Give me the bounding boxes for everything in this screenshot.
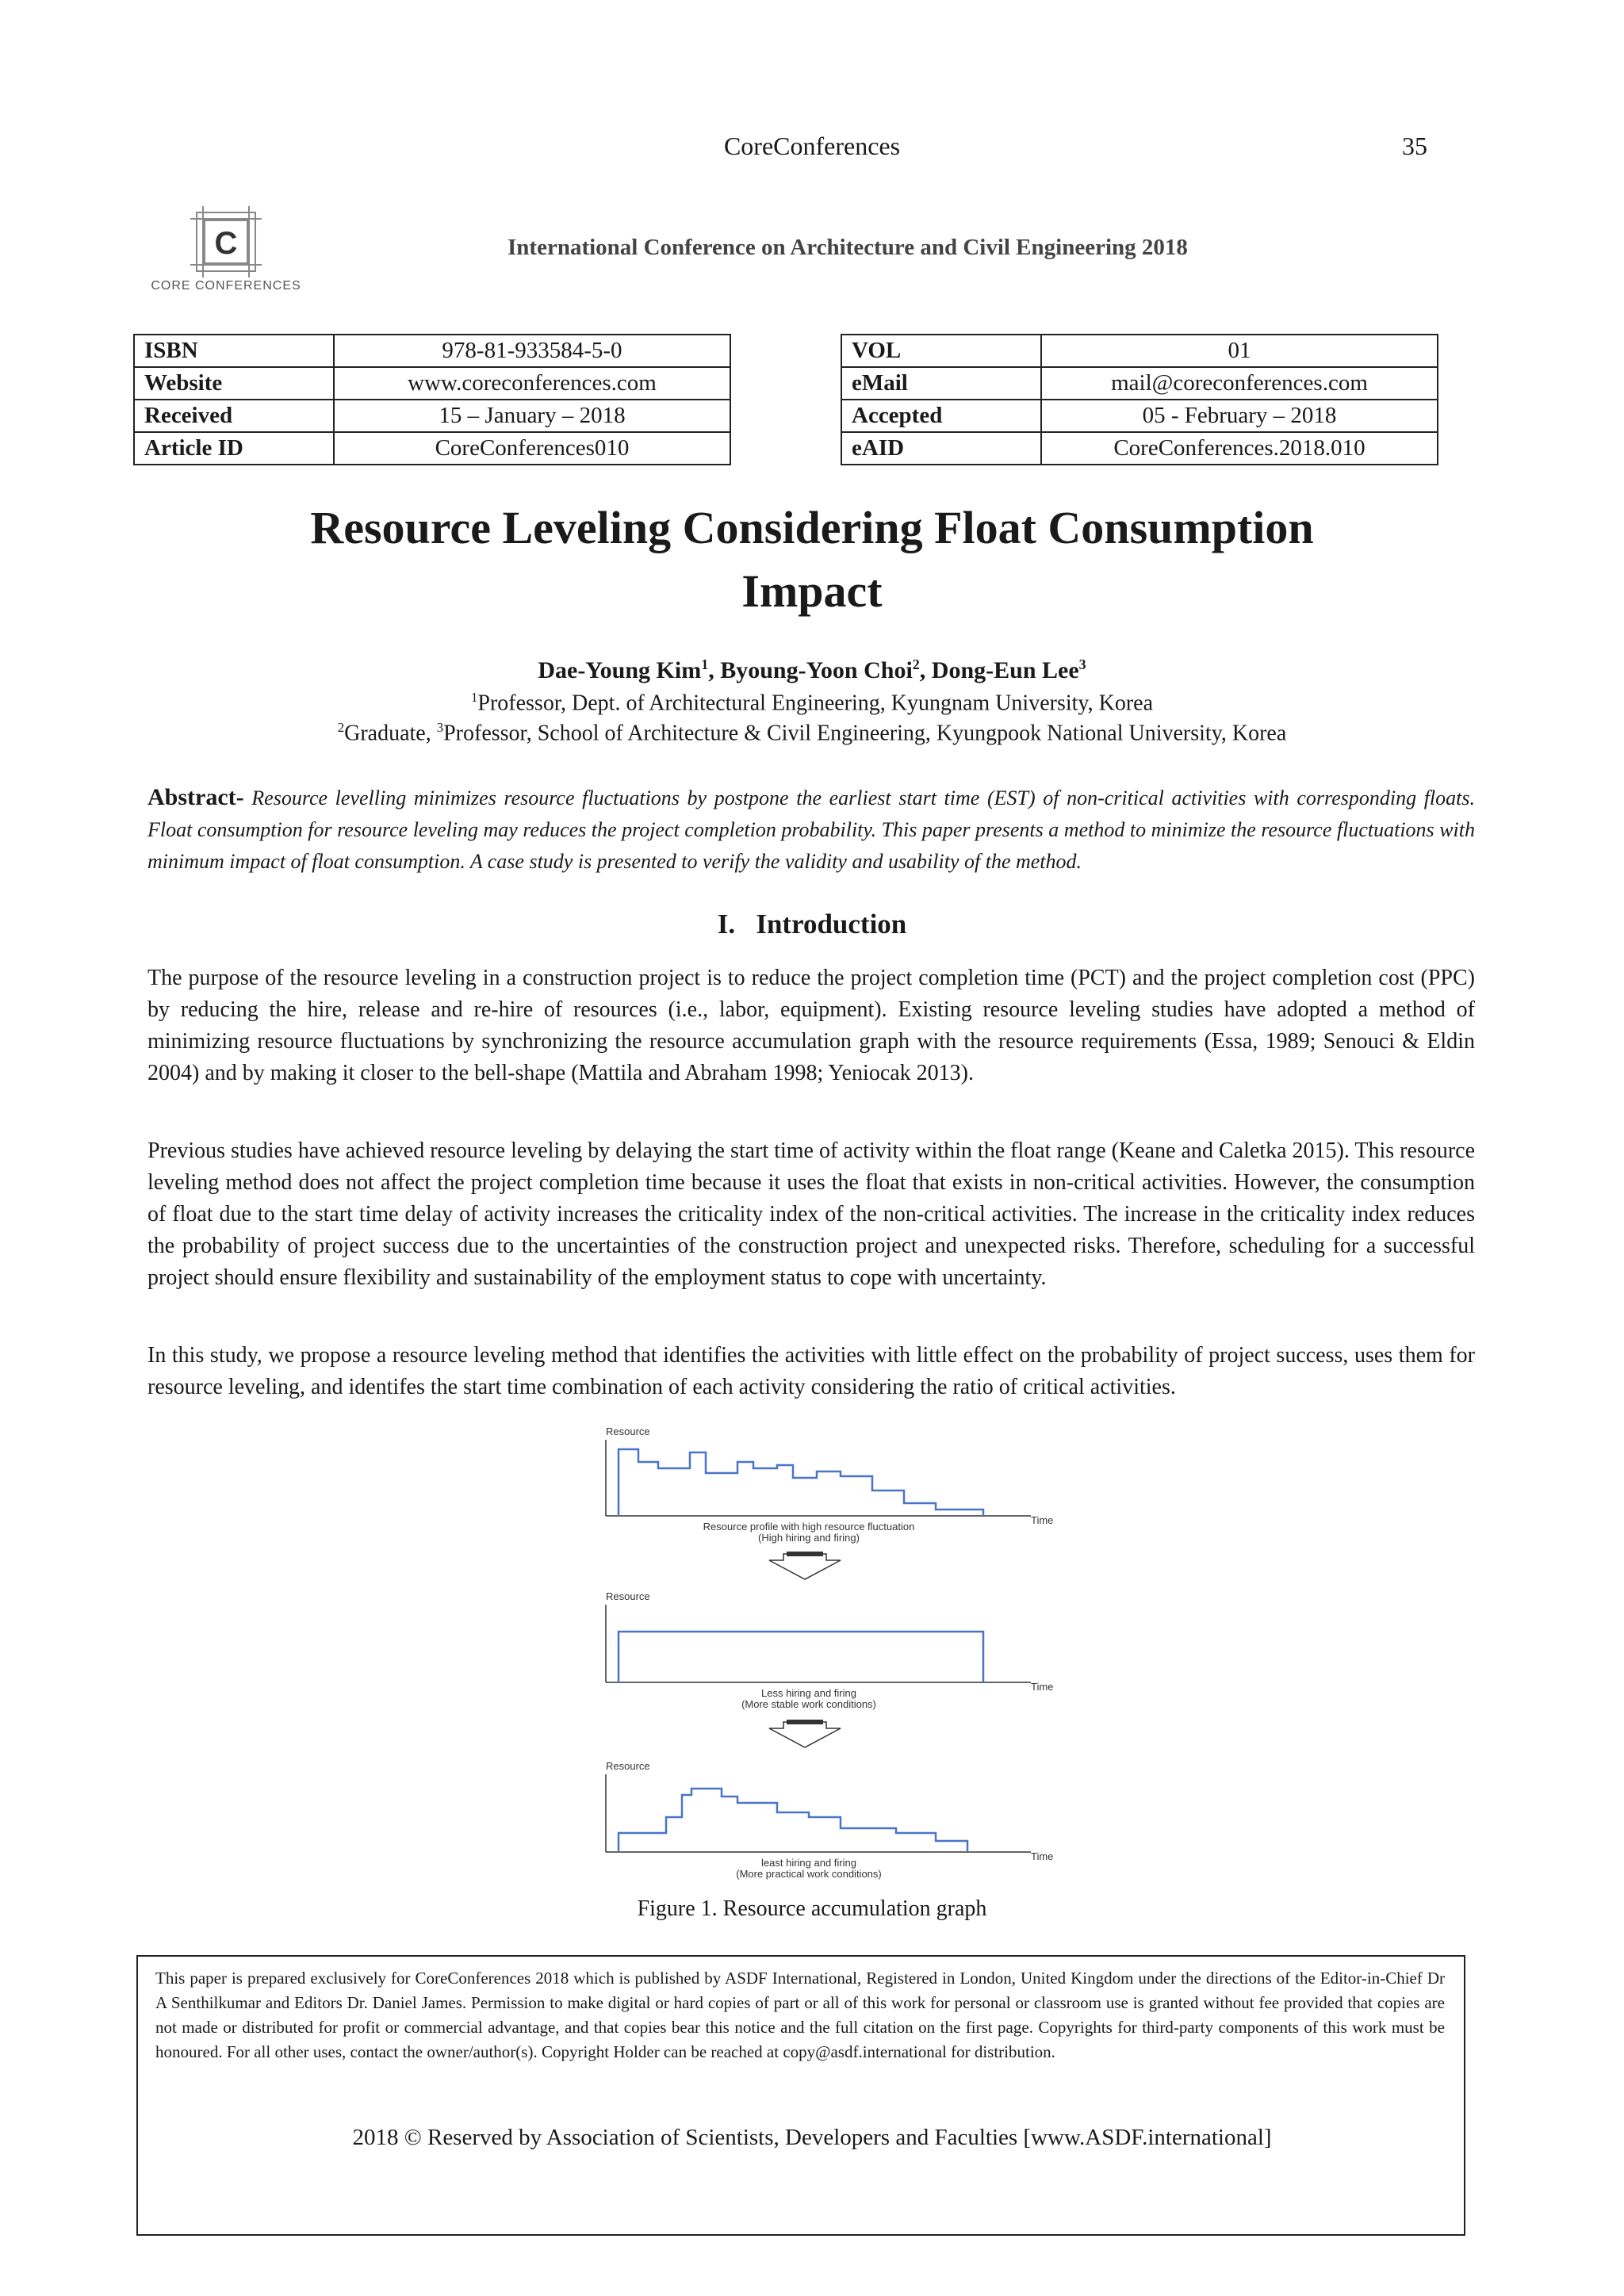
meta-key: VOL [841, 335, 1041, 367]
paper-title-line-2: Impact [741, 565, 883, 617]
meta-value: 15 – January – 2018 [334, 400, 730, 432]
author-name: Byoung-Yoon Choi [720, 657, 913, 683]
meta-key: Accepted [841, 400, 1041, 432]
table-row [841, 432, 1438, 465]
down-arrow-icon [769, 1720, 841, 1747]
affiliation-sup: 1 [471, 690, 478, 705]
figure-panel-3 [606, 1760, 1053, 1880]
abstract [147, 782, 1475, 878]
meta-key: Article ID [134, 432, 334, 465]
running-head: CoreConferences [723, 132, 901, 160]
figure-caption: Figure 1. Resource accumulation graph [637, 1896, 987, 1921]
panel-caption: (More stable work conditions) [741, 1698, 876, 1710]
footer-copyright: 2018 © Reserved by Association of Scientists, Developers and Faculties [www.ASDF.international] [352, 2125, 1272, 2150]
resource-profile-line [619, 1632, 983, 1682]
conference-title: International Conference on Architecture and Civil Engineering 2018 [508, 235, 1188, 260]
abstract-label: Abstract- [147, 784, 244, 810]
meta-value: 978-81-933584-5-0 [334, 335, 730, 367]
meta-value: www.coreconferences.com [334, 367, 730, 400]
table-row [134, 367, 730, 400]
x-axis-label: Time [1031, 1681, 1054, 1693]
x-axis-label: Time [1031, 1850, 1054, 1862]
meta-key: ISBN [134, 335, 334, 367]
panel-caption: Less hiring and firing [761, 1687, 856, 1699]
affiliation-text: Graduate, [344, 721, 437, 746]
figure-panel-2 [606, 1590, 1053, 1710]
table-row [841, 335, 1438, 367]
panel-caption: Resource profile with high resource fluctuation [703, 1521, 915, 1533]
panel-caption: least hiring and firing [761, 1857, 856, 1869]
meta-value: CoreConferences.2018.010 [1041, 432, 1438, 465]
author-name: Dae-Young Kim [538, 657, 702, 683]
page-number: 35 [1402, 132, 1427, 160]
meta-value: mail@coreconferences.com [1041, 367, 1438, 400]
meta-key: eMail [841, 367, 1041, 400]
panel-caption: (High hiring and firing) [758, 1532, 860, 1544]
author-name: Dong-Eun Lee [931, 657, 1079, 683]
table-row [134, 432, 730, 465]
table-row [841, 400, 1438, 432]
affiliation-1 [0, 690, 1624, 716]
logo-text: CORE CONFERENCES [151, 279, 301, 293]
author-sup: 2 [912, 656, 920, 672]
figure-panel-1 [606, 1425, 1053, 1544]
meta-value: 05 - February – 2018 [1041, 400, 1438, 432]
author-sup: 1 [701, 656, 709, 672]
affiliation-2 [0, 720, 1624, 746]
y-axis-label: Resource [606, 1425, 650, 1437]
author-sup: 3 [1078, 656, 1086, 672]
metadata-table-left [133, 334, 731, 465]
y-axis-label: Resource [606, 1760, 650, 1772]
affiliation-text: Professor, School of Architecture & Civil Engineering, Kyungpook National University, Korea [443, 721, 1287, 746]
down-arrow-icon [769, 1552, 841, 1579]
paper-title [143, 496, 1481, 623]
meta-key: eAID [841, 432, 1041, 465]
meta-value: CoreConferences010 [334, 432, 730, 465]
author-list: Dae-Young Kim$^1$, Byoung-Yoon Choi$^2$, Dong-Eun Lee$^3$ [538, 656, 1086, 683]
panel-caption: (More practical work conditions) [736, 1868, 882, 1880]
section-heading: I. Introduction [717, 909, 907, 939]
footer-notice: This paper is prepared exclusively for CoreConferences 2018 which is published by ASDF International, Registered in London, United Kingdom under the directions of the Editor-in-Chief Dr A Senthilkumar and Editors Dr. Daniel James. Permission to make digital or hard copies of part or all of this work for personal or classroom use is granted without fee provided that copies are not made or distributed for profit or commercial advantage, and that copies bear this notice and the full citation on the first page. Copyrights for third-party components of this work must be honoured. For all other uses, contact the owner/author(s). Copyright Holder can be reached at copy@asdf.international for distribution. [155, 1969, 1445, 2061]
body-paragraph: Previous studies have achieved resource leveling by delaying the start time of activity within the float range (Keane and Caletka 2015). This resource leveling method does not affect the project completion time because it uses the float that exists in non-critical activities. However, the consumption of float due to the start time delay of activity increases the criticality index of the non-critical activities. The increase in the criticality index reduces the probability of project success due to the uncertainties of the construction project and unexpected risks. Therefore, scheduling for a successful project should ensure flexibility and sustainability of the employment status to cope with uncertainty. [147, 1138, 1475, 1290]
body-paragraph: The purpose of the resource leveling in a construction project is to reduce the project completion time (PCT) and the project completion cost (PPC) by reducing the hire, release and re-hire of resources (i.e., labor, equipment). Existing resource leveling studies have adopted a method of minimizing resource fluctuations by synchronizing the resource accumulation graph with the resource requirements (Essa, 1989; Senouci & Eldin 2004) and by making it closer to the bell-shape (Mattila and Abraham 1998; Yeniocak 2013). [147, 966, 1475, 1085]
meta-key: Website [134, 367, 334, 400]
x-axis-label: Time [1031, 1514, 1054, 1526]
y-axis-label: Resource [606, 1590, 650, 1602]
abstract-text: Resource levelling minimizes resource fluctuations by postpone the earliest start time (EST) of non-critical activities with corresponding floats. Float consumption for resource leveling may reduces the project completion probability. This paper presents a method to minimize the resource fluctuations with minimum impact of float consumption. A case study is presented to verify the validity and usability of the method. [147, 786, 1475, 873]
table-row [134, 400, 730, 432]
body-paragraph: In this study, we propose a resource leveling method that identifies the activities with little effect on the probability of project success, uses them for resource leveling, and identifes the start time combination of each activity considering the ratio of critical activities. [147, 1343, 1475, 1399]
affiliation-sup: 2 [337, 720, 345, 735]
resource-accumulation-figure [587, 1421, 1078, 1912]
meta-value: 01 [1041, 335, 1438, 367]
table-row [134, 335, 730, 367]
svg-text:C: C [214, 226, 238, 261]
paper-title-line-1: Resource Leveling Considering Float Consumption [310, 502, 1314, 553]
resource-profile-line [619, 1789, 967, 1852]
resource-profile-line [619, 1449, 983, 1516]
metadata-table-right [841, 334, 1438, 465]
meta-key: Received [134, 400, 334, 432]
affiliation-text: Professor, Dept. of Architectural Engineering, Kyungnam University, Korea [477, 691, 1153, 716]
table-row [841, 367, 1438, 400]
affiliation-sup: 3 [436, 720, 444, 735]
